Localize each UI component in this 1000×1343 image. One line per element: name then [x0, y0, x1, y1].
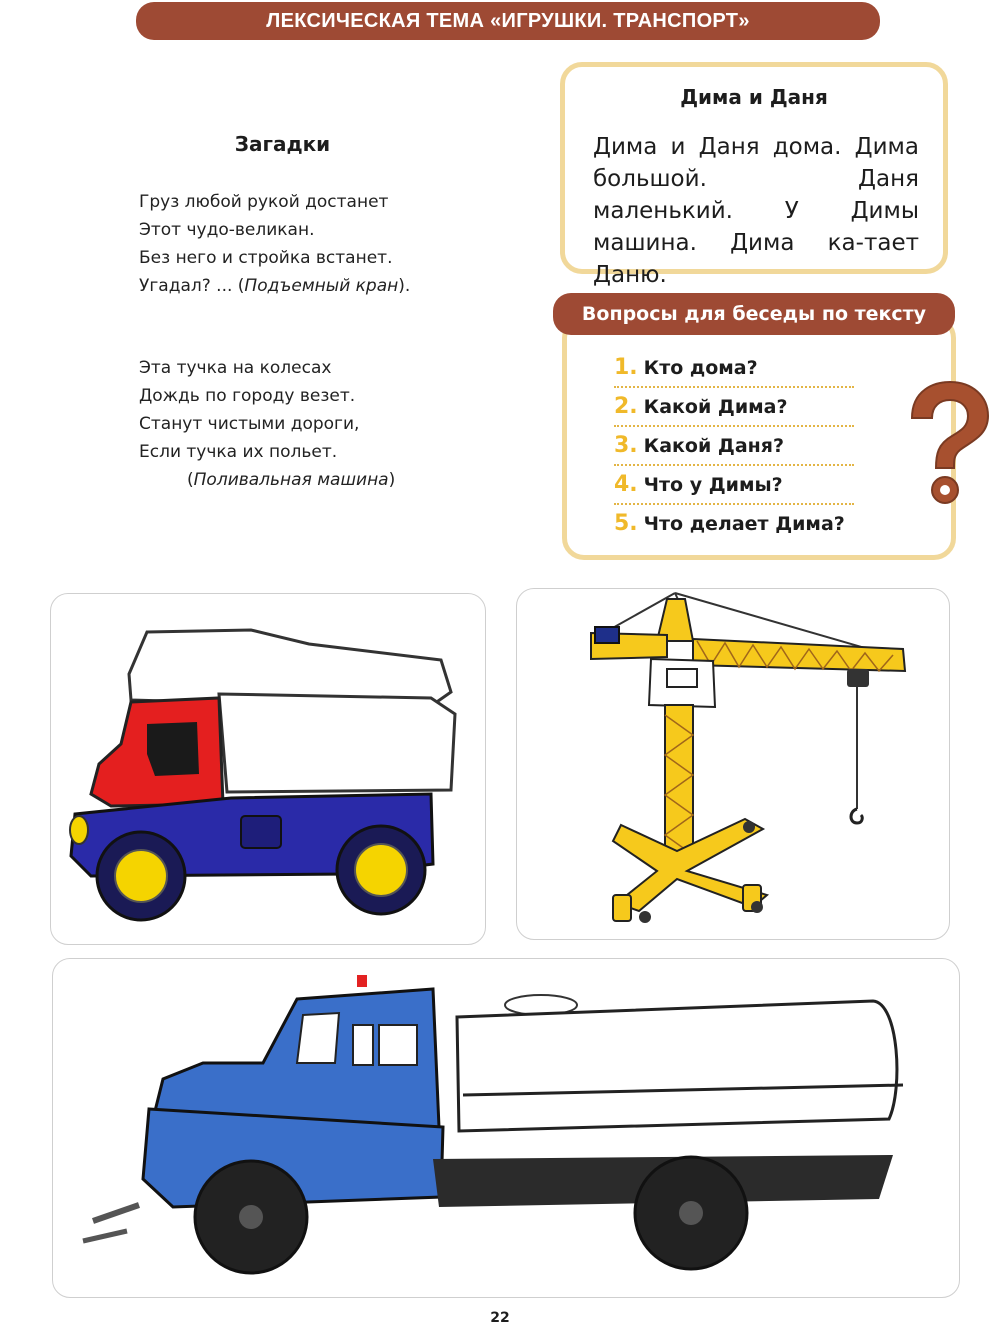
story-title: Дима и Даня [680, 85, 828, 109]
riddle-line: Без него и стройка встанет. [139, 248, 393, 268]
riddle-crane [139, 188, 410, 300]
dump-truck-illustration [51, 594, 487, 946]
riddle-answer: Подъемный кран [244, 276, 399, 296]
question-item [614, 467, 854, 505]
question-item [614, 428, 854, 466]
question-number: 2. [614, 394, 638, 419]
riddle-line: Эта тучка на колесах [139, 358, 332, 378]
question-text: Кто дома? [643, 357, 758, 379]
riddle-line: Дождь по городу везет. [139, 386, 356, 406]
riddle-line: Этот чудо-великан. [139, 220, 315, 240]
story-text: Дима и Даня дома. Дима большой. Даня маленький. У Димы машина. Дима ка-тает Даню. [593, 134, 919, 288]
riddle-water-truck [139, 354, 395, 494]
riddle-answer-line [139, 466, 395, 494]
question-text: Какой Даня? [643, 435, 784, 457]
topic-banner: ЛЕКСИЧЕСКАЯ ТЕМА «ИГРУШКИ. ТРАНСПОРТ» [136, 2, 880, 40]
riddle-answer-line [139, 272, 410, 300]
riddle-answer: Поливальная машина [193, 470, 389, 490]
riddle-line: Груз любой рукой достанет [139, 192, 389, 212]
story-box [560, 62, 948, 288]
question-number: 3. [614, 433, 638, 458]
riddles-title: Загадки [234, 132, 331, 156]
dump-truck-card [50, 593, 486, 945]
question-mark-icon [898, 378, 994, 508]
questions-header: Вопросы для беседы по тексту [553, 293, 955, 335]
question-number: 4. [614, 472, 638, 497]
question-number: 5. [614, 511, 638, 536]
riddle-punctuation: ). [398, 276, 411, 296]
question-text: Что делает Дима? [643, 513, 845, 535]
riddle-question-text: Угадал? ... ( [139, 276, 245, 296]
riddle-punctuation: ( [187, 470, 194, 490]
question-item [614, 389, 854, 427]
question-text: Какой Дима? [643, 396, 788, 418]
riddle-punctuation: ) [388, 470, 396, 490]
question-item [614, 506, 854, 544]
crane-card [516, 588, 950, 940]
question-number: 1. [614, 355, 638, 380]
question-text: Что у Димы? [643, 474, 783, 496]
riddle-line: Станут чистыми дороги, [139, 414, 360, 434]
water-truck-card [52, 958, 960, 1298]
tower-crane-illustration [517, 589, 951, 941]
question-item [614, 350, 854, 388]
page-number: 22 [490, 1310, 510, 1326]
riddle-line: Если тучка их польет. [139, 442, 338, 462]
watering-truck-illustration [53, 959, 961, 1299]
